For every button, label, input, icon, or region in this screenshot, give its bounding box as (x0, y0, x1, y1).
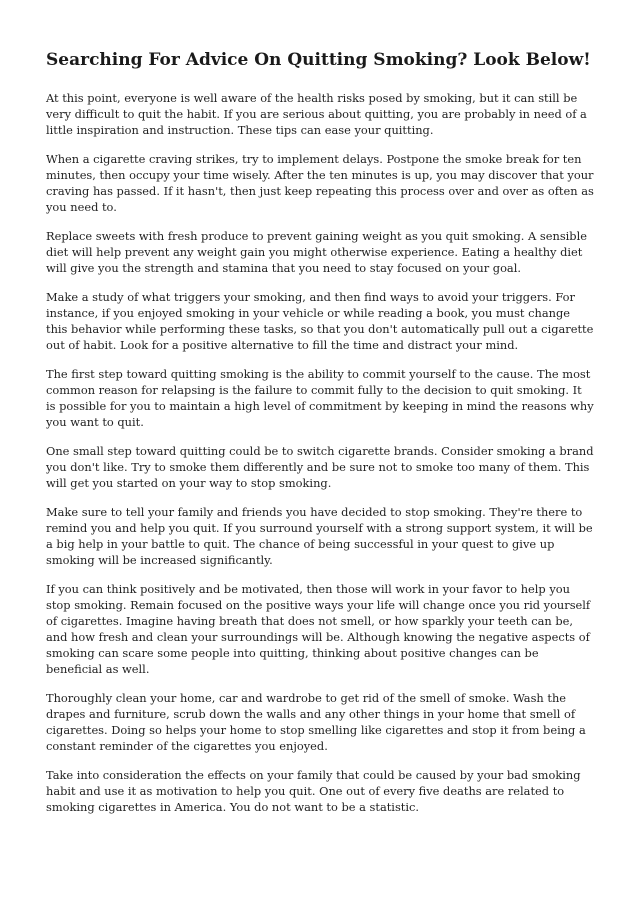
paragraph: One small step toward quitting could be to switch cigarette brands. Consider smoking a brand you don't like. Try to smoke them differently and be sure not to smoke too many of them. This will get you started on your way to stop smoking. (46, 444, 594, 490)
paragraph: Make sure to tell your family and friends you have decided to stop smoking. They're there to remind you and help you quit. If you surround yourself with a strong support system, it will be a big help in your battle to quit. The chance of being successful in your quest to give up smoking will be increased significantly. (46, 505, 593, 567)
paragraph: The first step toward quitting smoking is the ability to commit yourself to the cause. The most common reason for relapsing is the failure to commit fully to the decision to quit smoking. It is possible for you to maintain a high level of commitment by keeping in mind the reasons why you want to quit. (46, 367, 594, 429)
paragraph: Make a study of what triggers your smoking, and then find ways to avoid your triggers. For instance, if you enjoyed smoking in your vehicle or while reading a book, you must change this behavior while performing these tasks, so that you don't automatically pull out a cigarette out of habit. Look for a positive alternative to fill the time and distract your mind. (46, 290, 594, 352)
document-page (46, 48, 594, 828)
paragraph: If you can think positively and be motivated, then those will work in your favor to help you stop smoking. Remain focused on the positive ways your life will change once you rid yourself of cigarettes. Imagine having breath that does not smell, or how sparkly your teeth can be, and how fresh and clean your surroundings will be. Although knowing the negative aspects of smoking can scare some people into quitting, thinking about positive changes can be beneficial as well. (46, 582, 591, 676)
paragraph: Thoroughly clean your home, car and wardrobe to get rid of the smell of smoke. Wash the drapes and furniture, scrub down the walls and any other things in your home that smell of cigarettes. Doing so helps your home to stop smelling like cigarettes and stop it from being a constant reminder of the cigarettes you enjoyed. (46, 691, 586, 753)
paragraph: When a cigarette craving strikes, try to implement delays. Postpone the smoke break for ten minutes, then occupy your time wisely. After the ten minutes is up, you may discover that your craving has passed. If it hasn't, then just keep repeating this process over and over as often as you need to. (46, 152, 594, 214)
paragraph: Take into consideration the effects on your family that could be caused by your bad smoking habit and use it as motivation to help you quit. One out of every five deaths are related to smoking cigarettes in America. You do not want to be a statistic. (46, 768, 581, 814)
paragraph: At this point, everyone is well aware of the health risks posed by smoking, but it can still be very difficult to quit the habit. If you are serious about quitting, you are probably in need of a little inspiration and instruction. These tips can ease your quitting. (46, 91, 587, 137)
paragraph: Replace sweets with fresh produce to prevent gaining weight as you quit smoking. A sensible diet will help prevent any weight gain you might otherwise experience. Eating a healthy diet will give you the strength and stamina that you need to stay focused on your goal. (46, 229, 587, 275)
page-title: Searching For Advice On Quitting Smoking? Look Below! (46, 50, 591, 70)
